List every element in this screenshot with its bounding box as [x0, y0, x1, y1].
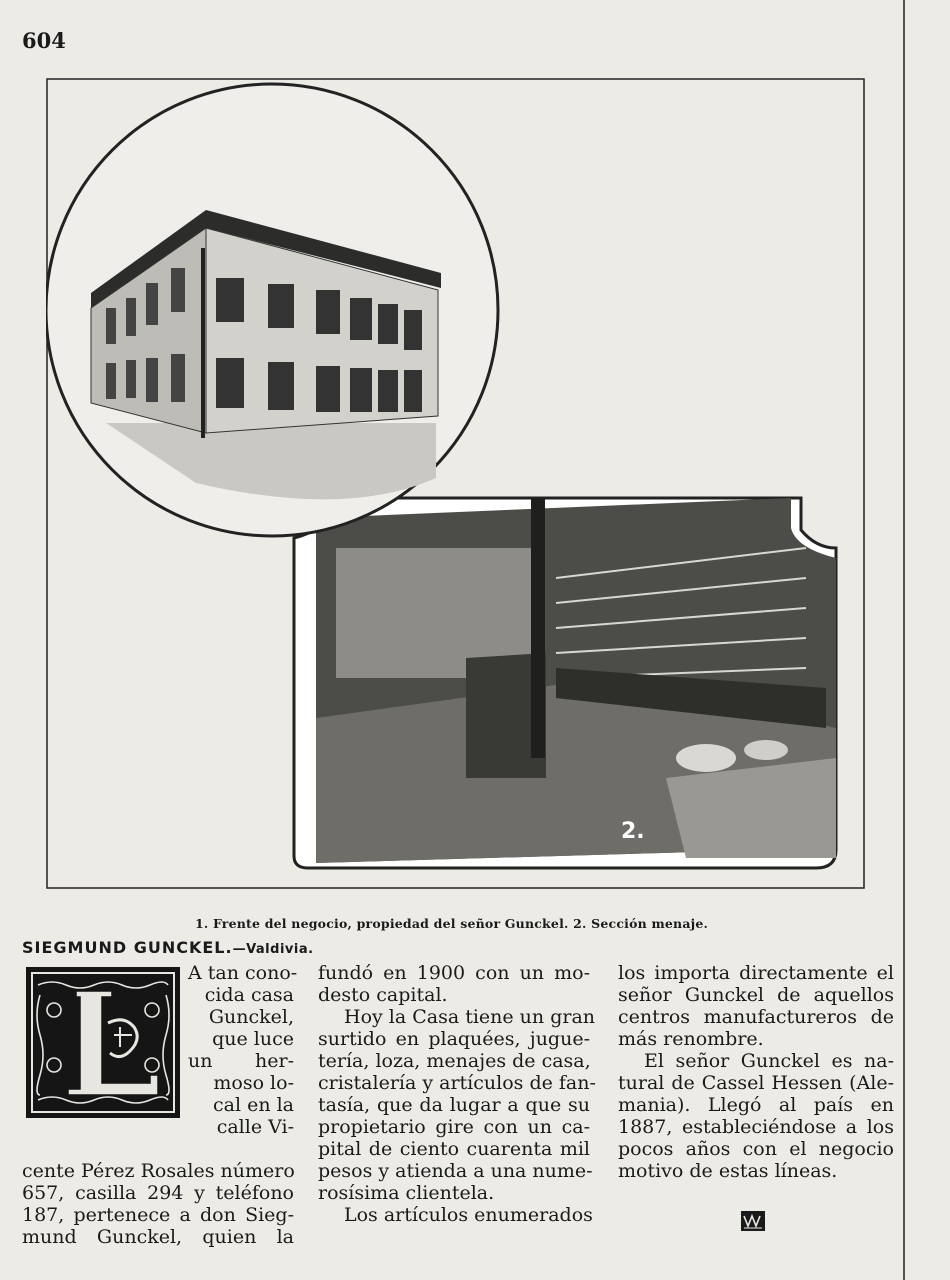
text-line: El señor Gunckel es na- — [644, 1050, 894, 1072]
text-line: tural de Cassel Hessen (Ale- — [618, 1072, 894, 1094]
text-line: desto capital. — [318, 984, 448, 1006]
text-line: cristalería y artículos de fan- — [318, 1072, 596, 1094]
end-ornament-icon — [740, 1210, 766, 1232]
text-line: tasía, que da lugar a que su — [318, 1094, 590, 1116]
article-column-1-full — [22, 1160, 294, 1248]
text-line: los importa directamente el — [618, 962, 894, 984]
text-line: más renombre. — [618, 1028, 764, 1050]
text-line: Gunckel, — [208, 1006, 294, 1028]
text-line: calle Vi- — [216, 1116, 294, 1138]
text-line: centros manufactureros de — [618, 1006, 894, 1028]
text-line: 657, casilla 294 y teléfono — [22, 1182, 294, 1204]
text-line: tería, loza, menajes de casa, — [318, 1050, 591, 1072]
article-column-3 — [618, 962, 894, 1182]
photo-shop-interior — [294, 498, 836, 868]
text-line: Los artículos enumerados — [344, 1204, 593, 1226]
text-line: cente Pérez Rosales número — [22, 1160, 295, 1182]
text-line: que luce — [212, 1028, 294, 1050]
heading-name: SIEGMUND GUNCKEL. — [22, 938, 233, 957]
article-column-1-wrap — [188, 962, 298, 1138]
text-line: moso lo- — [213, 1072, 294, 1094]
page-edge-line — [903, 0, 905, 1280]
photo-caption: 1. Frente del negocio, propiedad del señor Gunckel. 2. Sección menaje. — [194, 916, 709, 931]
text-line: cal en la — [212, 1094, 294, 1116]
text-line: 187, pertenece a don Sieg- — [22, 1204, 294, 1226]
photo-building-facade — [46, 84, 498, 536]
text-line: Hoy la Casa tiene un gran — [344, 1006, 596, 1028]
text-line: mund Gunckel, quien la — [22, 1226, 294, 1248]
text-line: fundó en 1900 con un mo- — [318, 962, 590, 984]
page-number: 604 — [22, 28, 66, 53]
text-line: pital de ciento cuarenta mil — [318, 1138, 590, 1160]
photo-label-2: 2. — [621, 819, 645, 844]
text-line: motivo de estas líneas. — [618, 1160, 838, 1182]
text-line: 1887, estableciéndose a los — [618, 1116, 894, 1138]
article-heading — [22, 938, 314, 957]
heading-place: —Valdivia. — [232, 942, 314, 957]
text-line: pesos y atienda a una nume- — [318, 1160, 593, 1182]
photo-frame — [46, 78, 866, 890]
text-line: propietario gire con un ca- — [318, 1116, 590, 1138]
text-line: señor Gunckel de aquellos — [618, 984, 894, 1006]
article-column-2 — [318, 962, 596, 1226]
text-line: un her- — [188, 1050, 294, 1072]
dropcap-ornament-l — [24, 965, 182, 1120]
text-line: pocos años con el negocio — [618, 1138, 894, 1160]
text-line: A tan cono- — [188, 962, 298, 984]
text-line: surtido en plaquées, jugue- — [318, 1028, 590, 1050]
text-line: cida casa — [204, 984, 294, 1006]
text-line: rosísima clientela. — [318, 1182, 495, 1204]
text-line: mania). Llegó al país en — [618, 1094, 894, 1116]
